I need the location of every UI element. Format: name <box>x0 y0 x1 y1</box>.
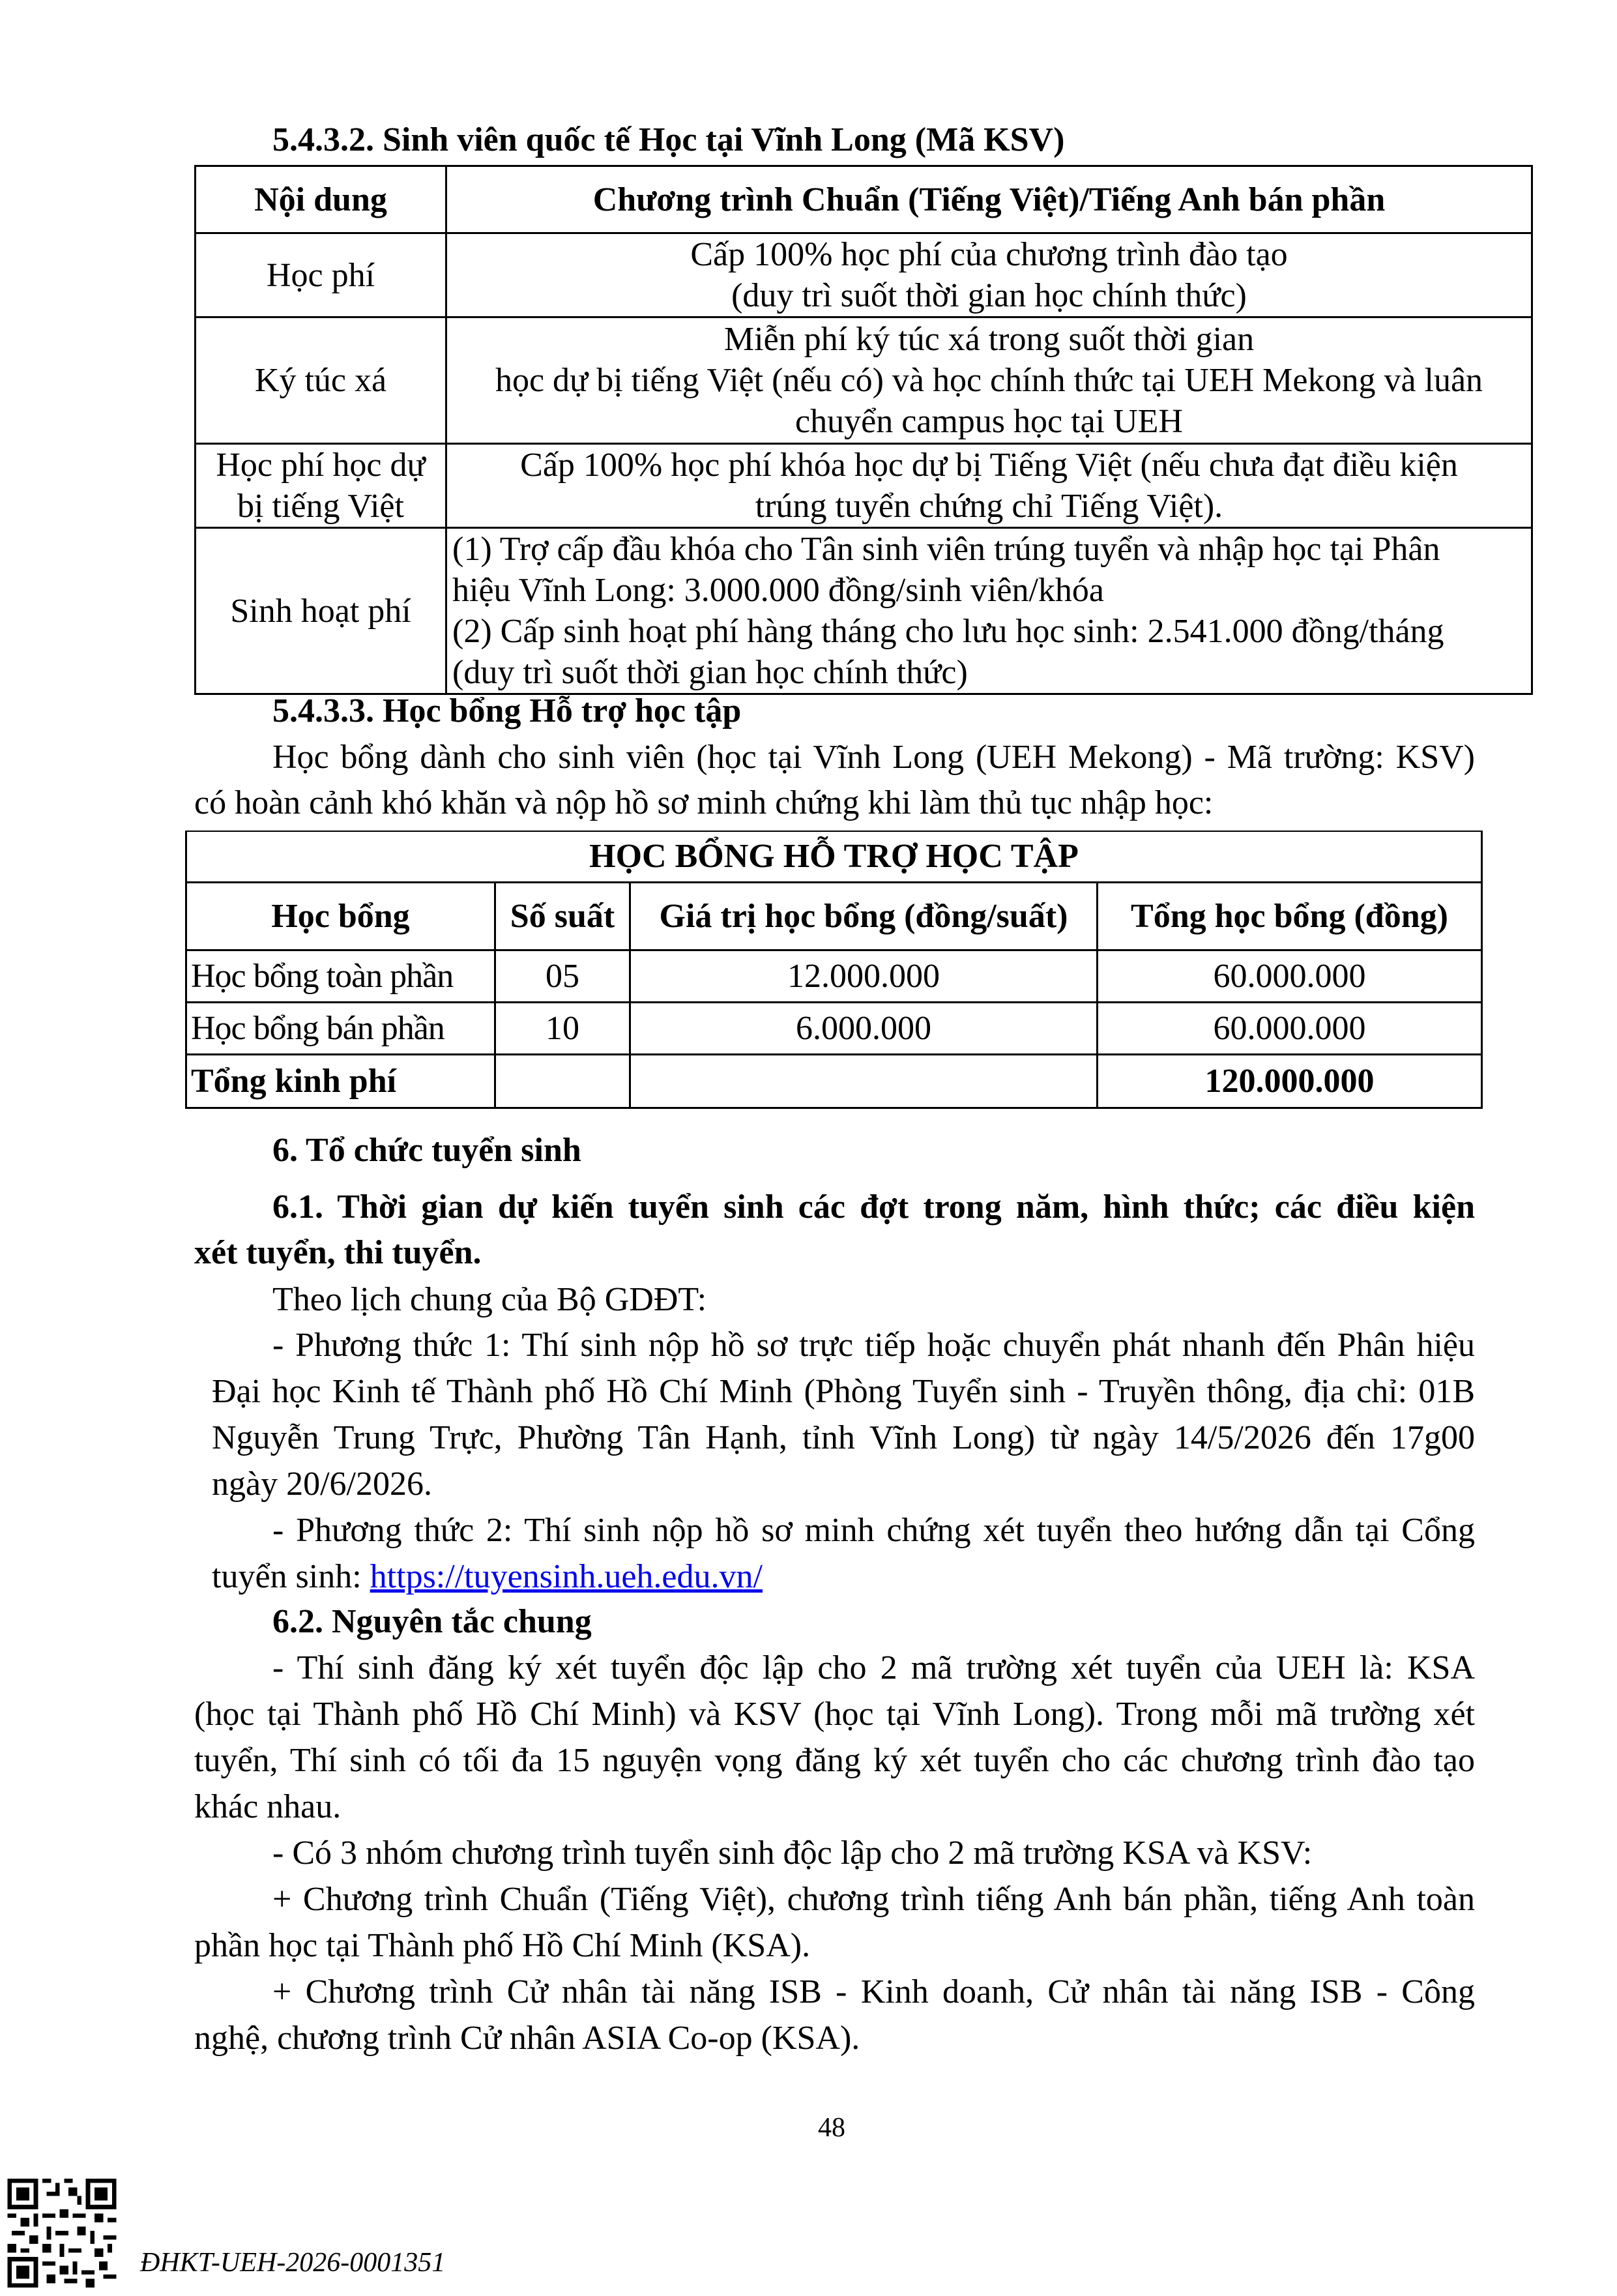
header-quantity: Số suất <box>495 882 630 950</box>
table-row <box>196 444 1532 528</box>
section-heading-5432: 5.4.3.2. Sinh viên quốc tế Học tại Vĩnh Long (Mã KSV) <box>272 121 1065 158</box>
table-title: HỌC BỔNG HỖ TRỢ HỌC TẬP <box>186 831 1482 882</box>
value-line: (2) Cấp sinh hoạt phí hàng tháng cho lưu học sinh: 2.541.000 đồng/tháng <box>452 613 1444 650</box>
value-line: trúng tuyển chứng chỉ Tiếng Việt). <box>755 488 1223 525</box>
table-header-row <box>196 166 1532 233</box>
table-row <box>196 528 1532 694</box>
document-code: ĐHKT-UEH-2026-0001351 <box>140 2248 446 2278</box>
row-value <box>446 528 1532 694</box>
cell-quantity: 10 <box>495 1002 630 1054</box>
method2-line-2 <box>212 1556 763 1597</box>
value-line: chuyển campus học tại UEH <box>795 403 1183 440</box>
total-amount: 120.000.000 <box>1098 1054 1482 1108</box>
value-line: Cấp 100% học phí khóa học dự bị Tiếng Việt (nếu chưa đạt điều kiện <box>520 447 1458 484</box>
row-label: Sinh hoạt phí <box>196 528 446 694</box>
ksv-international-table <box>194 165 1533 695</box>
table-row <box>196 233 1532 317</box>
header-scholarship: Học bổng <box>186 882 495 950</box>
value-line: (1) Trợ cấp đầu khóa cho Tân sinh viên trúng tuyển và nhập học tại Phân <box>452 531 1440 568</box>
section-heading-6: 6. Tổ chức tuyển sinh <box>272 1132 581 1169</box>
intro-line-2: có hoàn cảnh khó khăn và nộp hồ sơ minh chứng khi làm thủ tục nhập học: <box>194 784 1214 821</box>
s62-p1-line: tuyển, Thí sinh có tối đa 15 nguyện vọng đăng ký xét tuyển cho các chương trình đào tạo <box>194 1742 1475 1779</box>
value-line: (duy trì suốt thời gian học chính thức) <box>452 654 968 691</box>
value-line: học dự bị tiếng Việt (nếu có) và học chính thức tại UEH Mekong và luân <box>495 362 1483 399</box>
s62-p4-line: nghệ, chương trình Cử nhân ASIA Co-op (KSA). <box>194 2020 860 2057</box>
cell-quantity: 05 <box>495 950 630 1002</box>
header-program: Chương trình Chuẩn (Tiếng Việt)/Tiếng Anh bán phần <box>446 166 1532 233</box>
total-quantity <box>495 1054 630 1108</box>
table-title-row <box>186 831 1482 882</box>
s62-p1-line: - Thí sinh đăng ký xét tuyển độc lập cho 2 mã trường xét tuyển của UEH là: KSA <box>272 1649 1475 1686</box>
s62-p2: - Có 3 nhóm chương trình tuyển sinh độc lập cho 2 mã trường KSA và KSV: <box>272 1834 1313 1872</box>
s61-intro: Theo lịch chung của Bộ GDĐT: <box>272 1281 707 1318</box>
label-line: Học phí học dự <box>216 447 426 484</box>
s62-p3-line: phần học tại Thành phố Hồ Chí Minh (KSA). <box>194 1927 811 1964</box>
s62-p3-line: + Chương trình Chuẩn (Tiếng Việt), chương trình tiếng Anh bán phần, tiếng Anh toàn <box>272 1881 1475 1918</box>
method2-prefix: tuyển sinh: <box>212 1558 370 1595</box>
cell-name: Học bổng bán phần <box>186 1002 495 1054</box>
method1-line: Đại học Kinh tế Thành phố Hồ Chí Minh (Phòng Tuyển sinh - Truyền thông, địa chỉ: 01B <box>212 1373 1475 1410</box>
header-content: Nội dung <box>196 166 446 233</box>
section-heading-61-line1: 6.1. Thời gian dự kiến tuyển sinh các đợt trong năm, hình thức; các điều kiện <box>272 1188 1475 1226</box>
section-heading-62: 6.2. Nguyên tắc chung <box>272 1603 592 1640</box>
intro-line-1: Học bổng dành cho sinh viên (học tại Vĩnh Long (UEH Mekong) - Mã trường: KSV) <box>272 739 1475 776</box>
total-value <box>630 1054 1098 1108</box>
method1-line: Nguyễn Trung Trực, Phường Tân Hạnh, tỉnh Vĩnh Long) từ ngày 14/5/2026 đến 17g00 <box>212 1419 1475 1456</box>
value-line: (duy trì suốt thời gian học chính thức) <box>731 277 1247 314</box>
table-header-row <box>186 882 1482 950</box>
method2-line: - Phương thức 2: Thí sinh nộp hồ sơ minh chứng xét tuyển theo hướng dẫn tại Cổng <box>272 1512 1475 1549</box>
s62-p4-line: + Chương trình Cử nhân tài năng ISB - Kinh doanh, Cử nhân tài năng ISB - Công <box>272 1973 1475 2010</box>
method1-line: ngày 20/6/2026. <box>212 1465 432 1503</box>
table-row <box>186 1002 1482 1054</box>
section-heading-5433: 5.4.3.3. Học bổng Hỗ trợ học tập <box>272 692 742 729</box>
row-label: Học phí <box>196 233 446 317</box>
cell-total: 60.000.000 <box>1098 950 1482 1002</box>
value-line: hiệu Vĩnh Long: 3.000.000 đồng/sinh viên/khóa <box>452 572 1104 609</box>
header-total: Tổng học bổng (đồng) <box>1098 882 1482 950</box>
method1-line: - Phương thức 1: Thí sinh nộp hồ sơ trực tiếp hoặc chuyển phát nhanh đến Phân hiệu <box>272 1327 1475 1364</box>
header-value: Giá trị học bổng (đồng/suất) <box>630 882 1098 950</box>
admission-portal-link[interactable]: https://tuyensinh.ueh.edu.vn/ <box>370 1558 763 1595</box>
page-number: 48 <box>818 2113 845 2143</box>
table-row <box>196 317 1532 444</box>
value-line: Cấp 100% học phí của chương trình đào tạo <box>690 236 1288 273</box>
cell-name: Học bổng toàn phần <box>186 950 495 1002</box>
scholarship-table <box>185 831 1483 1109</box>
row-label: Ký túc xá <box>196 317 446 444</box>
label-line: bị tiếng Việt <box>237 488 404 525</box>
s62-p1-line: khác nhau. <box>194 1788 342 1825</box>
value-line: Miễn phí ký túc xá trong suốt thời gian <box>723 321 1255 358</box>
table-total-row <box>186 1054 1482 1108</box>
row-label <box>196 444 446 528</box>
s62-p1-line: (học tại Thành phố Hồ Chí Minh) và KSV (học tại Vĩnh Long). Trong mỗi mã trường xét <box>194 1696 1475 1733</box>
total-label: Tổng kinh phí <box>186 1054 495 1108</box>
cell-total: 60.000.000 <box>1098 1002 1482 1054</box>
section-heading-61-line2: xét tuyển, thi tuyển. <box>194 1234 482 1271</box>
qr-code-icon <box>7 2179 117 2288</box>
cell-value: 6.000.000 <box>630 1002 1098 1054</box>
table-row <box>186 950 1482 1002</box>
row-value <box>446 444 1532 528</box>
cell-value: 12.000.000 <box>630 950 1098 1002</box>
row-value <box>446 233 1532 317</box>
row-value <box>446 317 1532 444</box>
